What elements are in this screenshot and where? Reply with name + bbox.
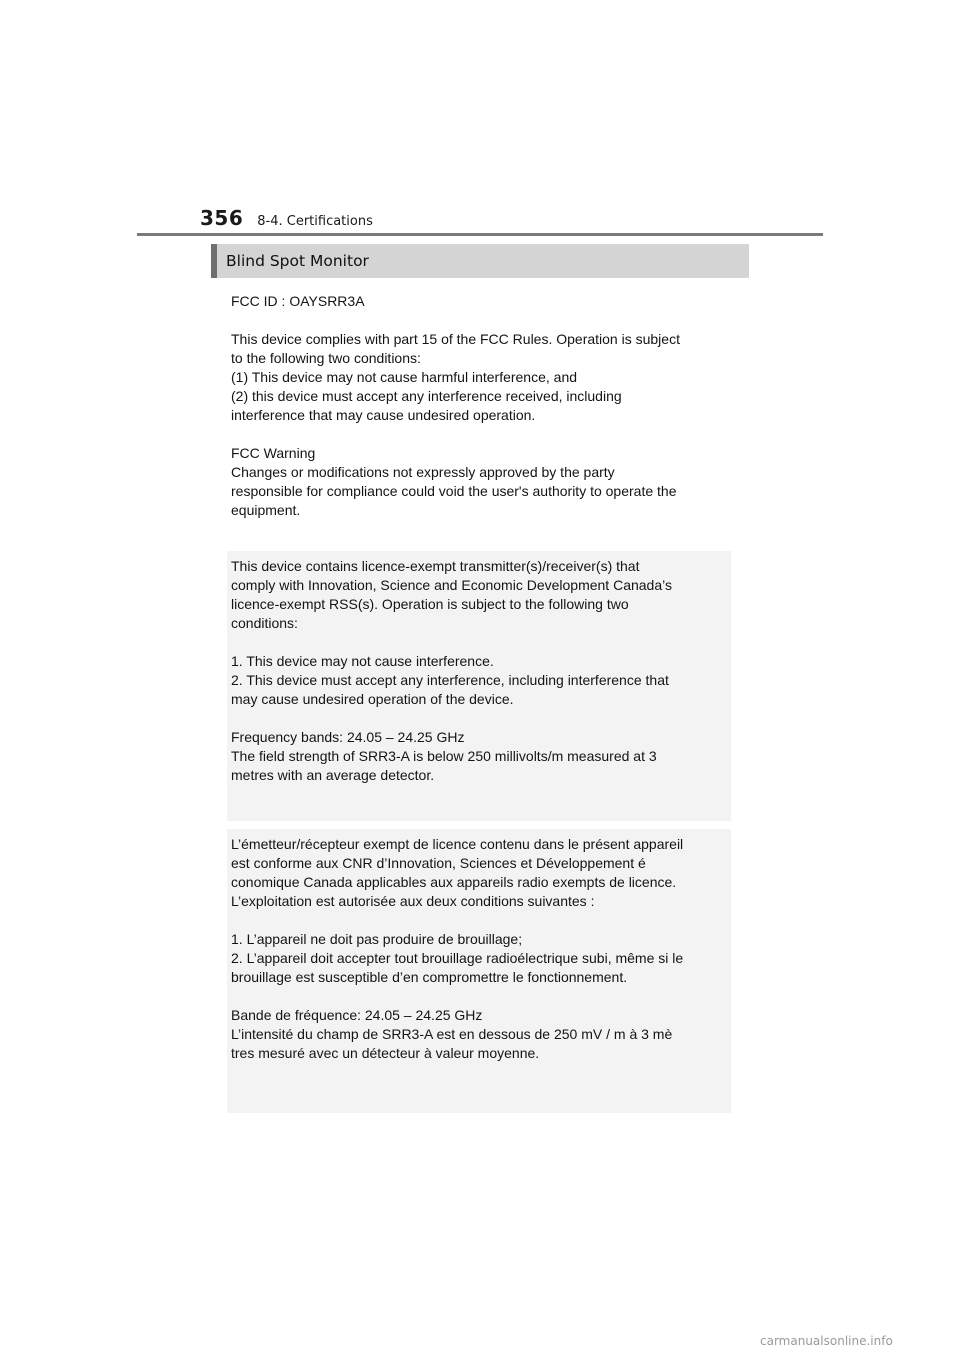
compliance-line: This device complies with part 15 of the FCC Rules. Operation is subject [231,331,680,347]
fcc-warning-title: FCC Warning [231,445,316,461]
fcc-warning-line: Changes or modifications not expressly approved by the party [231,464,615,480]
canada-intro-line: licence-exempt RSS(s). Operation is subject to the following two [231,596,629,612]
canada-fr-intro-line: L’exploitation est autorisée aux deux conditions suivantes : [231,893,595,909]
section-title: Blind Spot Monitor [226,252,369,270]
frequency-line: metres with an average detector. [231,767,435,783]
compliance-line: interference that may cause undesired operation. [231,407,536,423]
fcc-id: FCC ID : OAYSRR3A [231,293,365,309]
frequence-line: Bande de fréquence: 24.05 – 24.25 GHz [231,1007,483,1023]
section-reference: 8-4. Certifications [257,214,373,229]
frequence-line: tres mesuré avec un détecteur à valeur moyenne. [231,1045,540,1061]
canada-fr-intro-line: conomique Canada applicables aux appareils radio exempts de licence. [231,874,677,890]
canada-english-block [227,551,731,821]
fcc-warning-line: responsible for compliance could void the user's authority to operate the [231,483,677,499]
canada-intro-line: conditions: [231,615,298,631]
compliance-line: to the following two conditions: [231,350,421,366]
canada-condition-line: may cause undesired operation of the device. [231,691,514,707]
canada-fr-intro-line: est conforme aux CNR d’Innovation, Sciences et Développement é [231,855,646,871]
fcc-statement-block [227,286,731,548]
compliance-line: (1) This device may not cause harmful interference, and [231,369,578,385]
canada-fr-condition-line: 1. L’appareil ne doit pas produire de brouillage; [231,931,523,947]
header-divider [137,233,823,236]
fcc-warning-line: equipment. [231,502,301,518]
canada-condition-line: 1. This device may not cause interference. [231,653,494,669]
canada-fr-intro-line: L’émetteur/récepteur exempt de licence contenu dans le présent appareil [231,836,684,852]
canada-intro-line: comply with Innovation, Science and Economic Development Canada’s [231,577,672,593]
canada-condition-line: 2. This device must accept any interference, including interference that [231,672,669,688]
canada-fr-condition-line: 2. L’appareil doit accepter tout brouillage radioélectrique subi, même si le [231,950,684,966]
frequence-line: L’intensité du champ de SRR3-A est en dessous de 250 mV / m à 3 mè [231,1026,673,1042]
canada-intro-line: This device contains licence-exempt transmitter(s)/receiver(s) that [231,558,640,574]
canada-french-block [227,829,731,1113]
watermark: carmanualsonline.info [760,1334,893,1348]
page-header [200,206,373,230]
compliance-line: (2) this device must accept any interference received, including [231,388,622,404]
frequency-line: Frequency bands: 24.05 – 24.25 GHz [231,729,465,745]
canada-fr-condition-line: brouillage est susceptible d’en compromettre le fonctionnement. [231,969,628,985]
page-number: 356 [200,206,244,230]
section-title-bar [211,244,749,278]
frequency-line: The field strength of SRR3-A is below 250 millivolts/m measured at 3 [231,748,657,764]
